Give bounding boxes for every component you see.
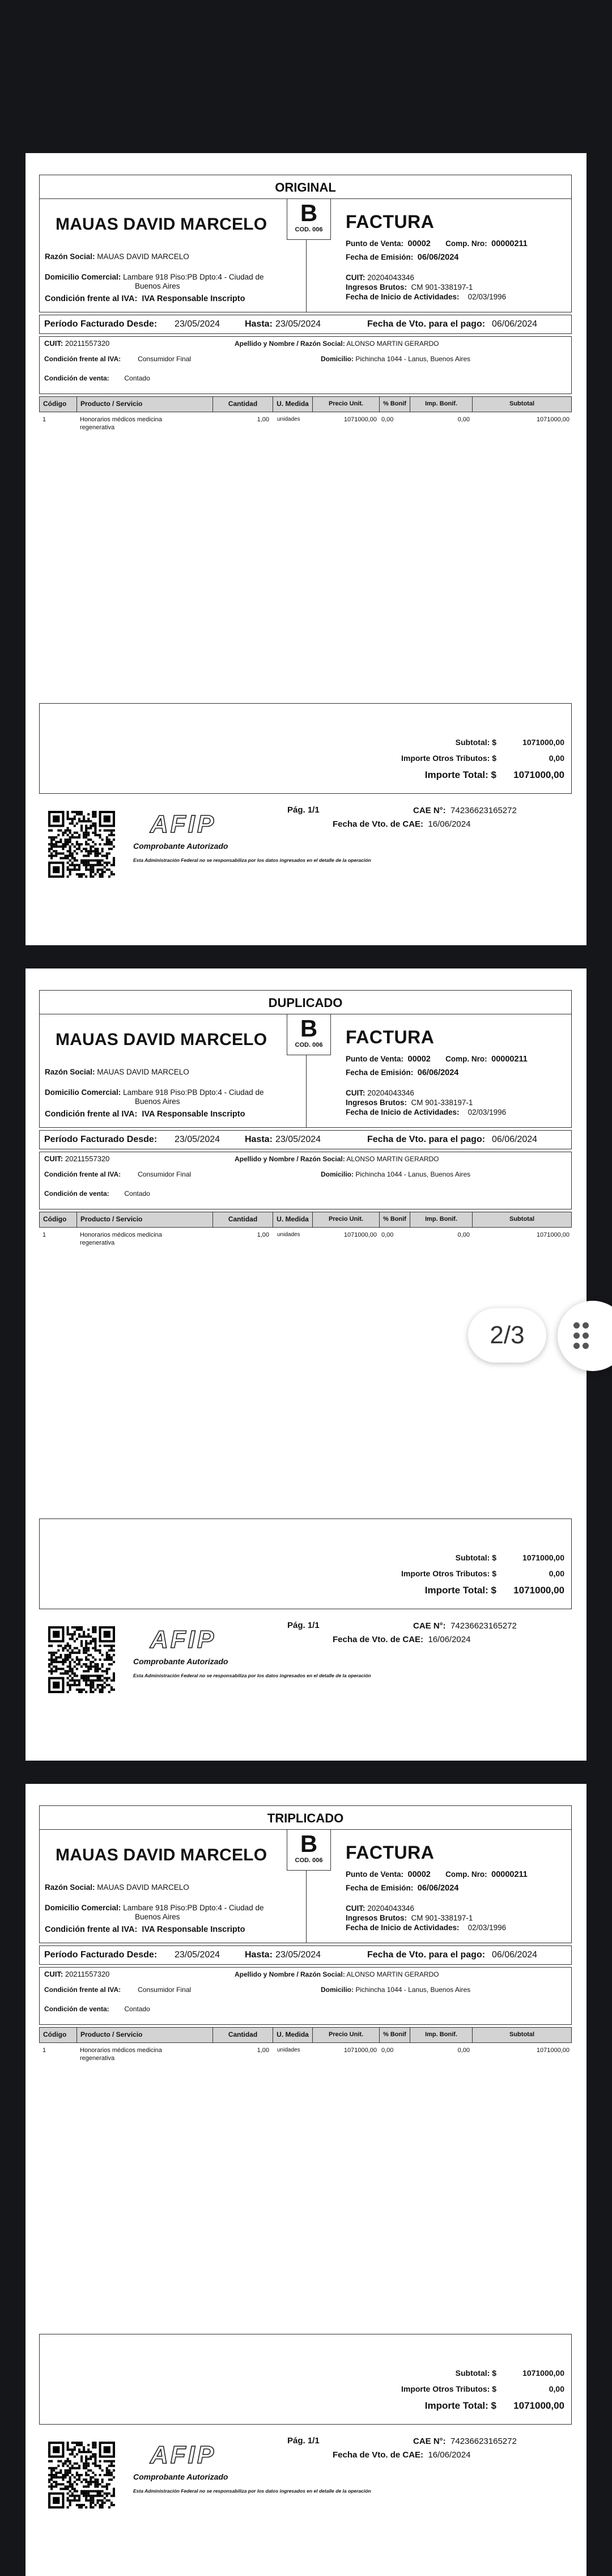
page-number: Pág. 1/1 bbox=[287, 1621, 320, 1630]
afip-logo-text: AFIP bbox=[150, 810, 216, 837]
table-row bbox=[39, 1228, 572, 1247]
subtotal-value: 1071000,00 bbox=[522, 1553, 564, 1562]
emisor-cuit bbox=[346, 1088, 414, 1098]
comp-nro-label: Comp. Nro: bbox=[445, 1055, 487, 1063]
row-producto-line1: Honorarios médicos medicina bbox=[80, 2047, 162, 2054]
col-precio: Precio Unit. bbox=[313, 2028, 380, 2042]
otros-tributos-value: 0,00 bbox=[549, 1569, 564, 1578]
cae-value: 74236623165272 bbox=[450, 2437, 517, 2446]
client-nombre-label: Apellido y Nombre / Razón Social: bbox=[235, 1970, 345, 1978]
inicio-label: Fecha de Inicio de Actividades: bbox=[346, 293, 460, 301]
company-name: MAUAS DAVID MARCELO bbox=[56, 215, 267, 234]
hasta-label: Hasta: bbox=[245, 1950, 273, 1960]
client-cuit bbox=[44, 1154, 109, 1163]
copy-label: ORIGINAL bbox=[39, 175, 572, 199]
ingresos-value: CM 901-338197-1 bbox=[411, 1098, 473, 1107]
col-producto: Producto / Servicio bbox=[77, 397, 213, 412]
invoice-letter-box bbox=[287, 1830, 331, 1871]
client-cuit-value: 20211557320 bbox=[65, 339, 110, 348]
domicilio-line1: Lambare 918 Piso:PB Dpto:4 - Ciudad de bbox=[123, 273, 264, 281]
col-cantidad: Cantidad bbox=[213, 1212, 273, 1227]
domicilio-comercial bbox=[45, 1904, 264, 1913]
client-box bbox=[39, 1152, 572, 1209]
cae-vto-label: Fecha de Vto. de CAE: bbox=[333, 819, 424, 829]
comp-nro-label: Comp. Nro: bbox=[445, 239, 487, 248]
row-precio: 1071000,00 bbox=[343, 2047, 377, 2054]
vto-pago-label: Fecha de Vto. para el pago: bbox=[367, 1950, 486, 1960]
invoice-page bbox=[26, 1784, 586, 2576]
client-nombre-label: Apellido y Nombre / Razón Social: bbox=[235, 340, 345, 348]
fecha-emision-value: 06/06/2024 bbox=[417, 1884, 459, 1893]
row-unidad: unidades bbox=[277, 2047, 300, 2053]
client-venta-value: Contado bbox=[124, 2005, 150, 2013]
razon-social-value: MAUAS DAVID MARCELO bbox=[97, 1068, 189, 1076]
invoice-page bbox=[26, 153, 586, 945]
totals-box bbox=[39, 703, 572, 794]
comp-nro-value: 00000211 bbox=[491, 1870, 528, 1879]
col-bonif: % Bonif bbox=[380, 397, 410, 412]
client-iva bbox=[44, 1986, 191, 1994]
invoice-page bbox=[26, 968, 586, 1761]
row-cantidad: 1,00 bbox=[257, 416, 269, 423]
client-iva bbox=[44, 355, 191, 363]
col-codigo: Código bbox=[40, 1212, 77, 1227]
punto-venta-label: Punto de Venta: bbox=[346, 1870, 404, 1879]
client-iva-label: Condición frente al IVA: bbox=[44, 1986, 121, 1994]
row-subtotal: 1071000,00 bbox=[536, 416, 570, 423]
domicilio-comercial bbox=[45, 273, 264, 282]
client-cuit-value: 20211557320 bbox=[65, 1970, 110, 1978]
cae-vto-value: 16/06/2024 bbox=[428, 819, 471, 829]
punto-venta bbox=[346, 1054, 528, 1064]
domicilio-label: Domicilio Comercial: bbox=[45, 1904, 121, 1912]
fecha-emision bbox=[346, 252, 458, 263]
otros-tributos-label: Importe Otros Tributos: $ bbox=[401, 1569, 496, 1578]
invoice bbox=[39, 175, 572, 863]
periodo-desde-value: 23/05/2024 bbox=[175, 1950, 220, 1960]
table-row bbox=[39, 2043, 572, 2062]
totals-box bbox=[39, 2334, 572, 2425]
otros-tributos-label: Importe Otros Tributos: $ bbox=[401, 754, 496, 763]
fecha-emision-label: Fecha de Emisión: bbox=[346, 1068, 414, 1077]
client-venta-value: Contado bbox=[124, 374, 150, 382]
row-producto-line1: Honorarios médicos medicina bbox=[80, 1232, 162, 1238]
row-cantidad: 1,00 bbox=[257, 2047, 269, 2054]
periodo-desde-value: 23/05/2024 bbox=[175, 1135, 220, 1144]
condicion-iva bbox=[45, 294, 245, 303]
col-unidad: U. Medida bbox=[273, 2028, 313, 2042]
client-cuit bbox=[44, 339, 109, 348]
razon-social bbox=[45, 1883, 189, 1892]
client-nombre-value: ALONSO MARTIN GERARDO bbox=[346, 1970, 439, 1978]
col-unidad: U. Medida bbox=[273, 1212, 313, 1227]
periodo-facturado bbox=[39, 1945, 572, 1965]
vto-pago-value: 06/06/2024 bbox=[492, 319, 538, 329]
client-nombre-value: ALONSO MARTIN GERARDO bbox=[346, 1155, 439, 1163]
cae-info bbox=[333, 804, 517, 831]
cond-iva-value: IVA Responsable Inscripto bbox=[142, 1925, 245, 1934]
afip-logo bbox=[148, 2440, 233, 2468]
ingresos-label: Ingresos Brutos: bbox=[346, 283, 407, 291]
cond-iva-label: Condición frente al IVA: bbox=[45, 1110, 138, 1119]
invoice-letter-box bbox=[287, 1014, 331, 1055]
invoice bbox=[39, 1805, 572, 2494]
afip-logo bbox=[148, 810, 233, 837]
client-iva-label: Condición frente al IVA: bbox=[44, 355, 121, 363]
col-subtotal: Subtotal bbox=[509, 1216, 534, 1223]
row-producto bbox=[80, 416, 210, 432]
page-indicator[interactable]: 2/3 bbox=[468, 1308, 546, 1363]
domicilio-line2: Buenos Aires bbox=[135, 282, 180, 290]
client-venta bbox=[44, 1190, 150, 1198]
client-cuit-label: CUIT: bbox=[44, 1970, 63, 1978]
cond-iva-value: IVA Responsable Inscripto bbox=[142, 294, 245, 303]
cae-vto-label: Fecha de Vto. de CAE: bbox=[333, 1635, 424, 1644]
items-table-header bbox=[39, 396, 572, 412]
domicilio-line2: Buenos Aires bbox=[135, 1097, 180, 1106]
comprobante-autorizado: Comprobante Autorizado bbox=[133, 2472, 228, 2481]
col-unidad: U. Medida bbox=[273, 397, 313, 412]
emisor-cuit bbox=[346, 273, 414, 282]
razon-social-value: MAUAS DAVID MARCELO bbox=[97, 1883, 189, 1892]
ingresos-brutos bbox=[346, 282, 473, 292]
row-subtotal: 1071000,00 bbox=[536, 1232, 570, 1238]
periodo-desde-label: Período Facturado Desde: bbox=[44, 319, 158, 329]
total-value: 1071000,00 bbox=[513, 2400, 564, 2411]
cae-vto-label: Fecha de Vto. de CAE: bbox=[333, 2450, 424, 2460]
col-producto: Producto / Servicio bbox=[77, 1212, 213, 1227]
table-row bbox=[39, 412, 572, 432]
invoice-letter: B bbox=[300, 1830, 318, 1857]
inicio-value: 02/03/1996 bbox=[468, 1108, 507, 1116]
client-domicilio-value: Pichincha 1044 - Lanus, Buenos Aires bbox=[355, 1986, 471, 1994]
punto-venta-value: 00002 bbox=[407, 1055, 431, 1064]
client-iva-label: Condición frente al IVA: bbox=[44, 1170, 121, 1178]
domicilio-comercial bbox=[45, 1088, 264, 1097]
fecha-emision-label: Fecha de Emisión: bbox=[346, 1884, 414, 1892]
invoice-letter: B bbox=[300, 1015, 318, 1042]
client-nombre-value: ALONSO MARTIN GERARDO bbox=[346, 340, 439, 348]
emisor-cuit-value: 20204043346 bbox=[367, 1089, 414, 1097]
client-iva-value: Consumidor Final bbox=[138, 1986, 192, 1994]
client-iva-value: Consumidor Final bbox=[138, 1170, 192, 1178]
domicilio-line2: Buenos Aires bbox=[135, 1913, 180, 1921]
row-imp-bonif: 0,00 bbox=[457, 2047, 470, 2054]
invoice bbox=[39, 990, 572, 1678]
emisor-cuit bbox=[346, 1904, 414, 1913]
qr-code-icon bbox=[48, 811, 115, 878]
client-domicilio-label: Domicilio: bbox=[321, 1170, 354, 1178]
inicio-value: 02/03/1996 bbox=[468, 1923, 507, 1932]
qr-code-icon bbox=[48, 2442, 115, 2509]
client-cuit-value: 20211557320 bbox=[65, 1154, 110, 1163]
punto-venta bbox=[346, 1869, 528, 1880]
row-unidad: unidades bbox=[277, 416, 300, 422]
inicio-actividades bbox=[346, 292, 506, 302]
client-venta-value: Contado bbox=[124, 1190, 150, 1198]
qr-code-icon bbox=[48, 1626, 115, 1693]
invoice-header bbox=[39, 1830, 572, 1943]
client-box bbox=[39, 336, 572, 394]
periodo-facturado bbox=[39, 1130, 572, 1149]
otros-tributos-value: 0,00 bbox=[549, 2384, 564, 2393]
inicio-actividades bbox=[346, 1107, 506, 1117]
inicio-label: Fecha de Inicio de Actividades: bbox=[346, 1108, 460, 1116]
emisor-cuit-value: 20204043346 bbox=[367, 1904, 414, 1913]
client-domicilio-value: Pichincha 1044 - Lanus, Buenos Aires bbox=[355, 1170, 471, 1178]
client-nombre bbox=[235, 1970, 439, 1978]
company-name: MAUAS DAVID MARCELO bbox=[56, 1030, 267, 1049]
col-imp-bonif: Imp. Bonif. bbox=[410, 2028, 473, 2042]
hasta-value: 23/05/2024 bbox=[275, 319, 321, 329]
afip-logo bbox=[148, 1625, 233, 1652]
invoice-footer bbox=[39, 1615, 572, 1700]
client-venta bbox=[44, 374, 150, 382]
client-nombre-label: Apellido y Nombre / Razón Social: bbox=[235, 1155, 345, 1163]
cae-label: CAE N°: bbox=[413, 2437, 446, 2446]
invoice-letter-box bbox=[287, 199, 331, 240]
col-subtotal: Subtotal bbox=[509, 2031, 534, 2038]
domicilio-label: Domicilio Comercial: bbox=[45, 1088, 121, 1097]
col-producto: Producto / Servicio bbox=[77, 2028, 213, 2042]
client-iva-value: Consumidor Final bbox=[138, 355, 192, 363]
col-subtotal: Subtotal bbox=[509, 400, 534, 407]
disclaimer: Esta Administración Federal no se responsabiliza por los datos ingresados en el detalle de la operación bbox=[133, 1673, 371, 1678]
ingresos-label: Ingresos Brutos: bbox=[346, 1098, 407, 1107]
col-codigo: Código bbox=[40, 2028, 77, 2042]
invoice-letter: B bbox=[300, 200, 318, 226]
inicio-label: Fecha de Inicio de Actividades: bbox=[346, 1923, 460, 1932]
col-cantidad: Cantidad bbox=[213, 2028, 273, 2042]
hasta-label: Hasta: bbox=[245, 319, 273, 329]
subtotal-value: 1071000,00 bbox=[522, 738, 564, 747]
hasta-value: 23/05/2024 bbox=[275, 1135, 321, 1144]
cae-label: CAE N°: bbox=[413, 1621, 446, 1631]
fecha-emision-label: Fecha de Emisión: bbox=[346, 253, 414, 261]
col-codigo: Código bbox=[40, 397, 77, 412]
periodo-facturado bbox=[39, 315, 572, 334]
client-box bbox=[39, 1967, 572, 2025]
row-codigo: 1 bbox=[42, 416, 46, 423]
total-value: 1071000,00 bbox=[513, 1585, 564, 1596]
invoice-footer bbox=[39, 800, 572, 885]
client-iva bbox=[44, 1170, 191, 1178]
cae-info bbox=[333, 2435, 517, 2462]
total-label: Importe Total: $ bbox=[424, 769, 496, 780]
fecha-emision-value: 06/06/2024 bbox=[417, 253, 459, 262]
periodo-desde-value: 23/05/2024 bbox=[175, 319, 220, 329]
domicilio-label: Domicilio Comercial: bbox=[45, 273, 121, 281]
row-producto-line2: regenerativa bbox=[80, 2055, 115, 2062]
col-cantidad: Cantidad bbox=[213, 397, 273, 412]
row-bonif: 0,00 bbox=[381, 1232, 394, 1238]
row-producto bbox=[80, 1231, 210, 1247]
afip-logo-text: AFIP bbox=[150, 2441, 216, 2468]
col-bonif: % Bonif bbox=[380, 2028, 410, 2042]
invoice-code: COD. 006 bbox=[295, 226, 323, 233]
razon-social-value: MAUAS DAVID MARCELO bbox=[97, 252, 189, 261]
punto-venta-value: 00002 bbox=[407, 1870, 431, 1879]
cae-value: 74236623165272 bbox=[450, 806, 517, 815]
client-domicilio-label: Domicilio: bbox=[321, 1986, 354, 1994]
condicion-iva bbox=[45, 1925, 245, 1934]
cae-info bbox=[333, 1619, 517, 1647]
row-producto bbox=[80, 2046, 210, 2062]
row-precio: 1071000,00 bbox=[343, 1232, 377, 1238]
subtotal-value: 1071000,00 bbox=[522, 2368, 564, 2378]
punto-venta-label: Punto de Venta: bbox=[346, 1055, 404, 1063]
periodo-desde-label: Período Facturado Desde: bbox=[44, 1950, 158, 1960]
condicion-iva bbox=[45, 1110, 245, 1119]
razon-social bbox=[45, 1068, 189, 1077]
col-bonif: % Bonif bbox=[380, 1212, 410, 1227]
total-label: Importe Total: $ bbox=[424, 2400, 496, 2411]
cond-iva-value: IVA Responsable Inscripto bbox=[142, 1110, 245, 1119]
periodo-desde-label: Período Facturado Desde: bbox=[44, 1135, 158, 1144]
domicilio-line1: Lambare 918 Piso:PB Dpto:4 - Ciudad de bbox=[123, 1088, 264, 1097]
client-cuit bbox=[44, 1970, 109, 1978]
cae-value: 74236623165272 bbox=[450, 1621, 517, 1631]
comprobante-autorizado: Comprobante Autorizado bbox=[133, 841, 228, 851]
col-precio: Precio Unit. bbox=[313, 397, 380, 412]
client-nombre bbox=[235, 340, 439, 348]
client-domicilio bbox=[321, 355, 470, 363]
document-type: FACTURA bbox=[346, 212, 435, 232]
client-domicilio bbox=[321, 1170, 470, 1178]
page-number: Pág. 1/1 bbox=[287, 2436, 320, 2446]
invoice-code: COD. 006 bbox=[295, 1042, 323, 1048]
row-cantidad: 1,00 bbox=[257, 1232, 269, 1238]
ingresos-value: CM 901-338197-1 bbox=[411, 1914, 473, 1922]
client-venta bbox=[44, 2005, 150, 2013]
punto-venta bbox=[346, 239, 528, 249]
comp-nro-label: Comp. Nro: bbox=[445, 1870, 487, 1879]
totals-box bbox=[39, 1518, 572, 1609]
disclaimer: Esta Administración Federal no se responsabiliza por los datos ingresados en el detalle de la operación bbox=[133, 857, 371, 863]
client-nombre bbox=[235, 1155, 439, 1163]
punto-venta-label: Punto de Venta: bbox=[346, 239, 404, 248]
row-subtotal: 1071000,00 bbox=[536, 2047, 570, 2054]
cond-iva-label: Condición frente al IVA: bbox=[45, 1925, 138, 1934]
invoice-header bbox=[39, 1014, 572, 1128]
client-domicilio bbox=[321, 1986, 470, 1994]
fecha-emision-value: 06/06/2024 bbox=[417, 1068, 459, 1077]
ingresos-value: CM 901-338197-1 bbox=[411, 283, 473, 291]
inicio-actividades bbox=[346, 1923, 506, 1932]
row-codigo: 1 bbox=[42, 2047, 46, 2054]
hasta-value: 23/05/2024 bbox=[275, 1950, 321, 1960]
emisor-cuit-label: CUIT: bbox=[346, 273, 366, 282]
vto-pago-value: 06/06/2024 bbox=[492, 1950, 538, 1960]
row-imp-bonif: 0,00 bbox=[457, 1232, 470, 1238]
items-table-header bbox=[39, 2027, 572, 2043]
col-imp-bonif: Imp. Bonif. bbox=[410, 1212, 473, 1227]
client-domicilio-label: Domicilio: bbox=[321, 355, 354, 363]
client-cuit-label: CUIT: bbox=[44, 1154, 63, 1163]
razon-social-label: Razón Social: bbox=[45, 252, 95, 261]
vto-pago-value: 06/06/2024 bbox=[492, 1135, 538, 1144]
client-venta-label: Condición de venta: bbox=[44, 1190, 109, 1198]
subtotal-label: Subtotal: $ bbox=[455, 1553, 496, 1562]
page-number: Pág. 1/1 bbox=[287, 805, 320, 815]
comprobante-autorizado: Comprobante Autorizado bbox=[133, 1657, 228, 1666]
otros-tributos-label: Importe Otros Tributos: $ bbox=[401, 2384, 496, 2393]
col-imp-bonif: Imp. Bonif. bbox=[410, 397, 473, 412]
inicio-value: 02/03/1996 bbox=[468, 293, 507, 301]
items-table-header bbox=[39, 1212, 572, 1228]
row-producto-line1: Honorarios médicos medicina bbox=[80, 416, 162, 423]
client-venta-label: Condición de venta: bbox=[44, 374, 109, 382]
fecha-emision bbox=[346, 1068, 458, 1078]
document-type: FACTURA bbox=[346, 1842, 435, 1863]
cond-iva-label: Condición frente al IVA: bbox=[45, 294, 138, 303]
ingresos-brutos bbox=[346, 1098, 473, 1107]
copy-label: TRIPLICADO bbox=[39, 1805, 572, 1830]
hasta-label: Hasta: bbox=[245, 1135, 273, 1144]
ingresos-brutos bbox=[346, 1913, 473, 1923]
total-value: 1071000,00 bbox=[513, 769, 564, 780]
row-bonif: 0,00 bbox=[381, 416, 394, 423]
client-cuit-label: CUIT: bbox=[44, 339, 63, 348]
cae-vto-value: 16/06/2024 bbox=[428, 2450, 471, 2460]
row-unidad: unidades bbox=[277, 1232, 300, 1238]
otros-tributos-value: 0,00 bbox=[549, 754, 564, 763]
cae-vto-value: 16/06/2024 bbox=[428, 1635, 471, 1644]
invoice-header bbox=[39, 199, 572, 312]
ingresos-label: Ingresos Brutos: bbox=[346, 1914, 407, 1922]
fecha-emision bbox=[346, 1883, 458, 1893]
emisor-cuit-label: CUIT: bbox=[346, 1089, 366, 1097]
comp-nro-value: 00000211 bbox=[491, 239, 528, 248]
col-precio: Precio Unit. bbox=[313, 1212, 380, 1227]
razon-social-label: Razón Social: bbox=[45, 1883, 95, 1892]
subtotal-label: Subtotal: $ bbox=[455, 2368, 496, 2378]
razon-social-label: Razón Social: bbox=[45, 1068, 95, 1076]
emisor-cuit-label: CUIT: bbox=[346, 1904, 366, 1913]
row-bonif: 0,00 bbox=[381, 2047, 394, 2054]
company-name: MAUAS DAVID MARCELO bbox=[56, 1846, 267, 1864]
row-producto-line2: regenerativa bbox=[80, 1240, 115, 1246]
punto-venta-value: 00002 bbox=[407, 239, 431, 248]
cae-label: CAE N°: bbox=[413, 806, 446, 815]
vto-pago-label: Fecha de Vto. para el pago: bbox=[367, 1135, 486, 1144]
domicilio-line1: Lambare 918 Piso:PB Dpto:4 - Ciudad de bbox=[123, 1904, 264, 1912]
afip-logo-text: AFIP bbox=[150, 1626, 216, 1652]
total-label: Importe Total: $ bbox=[424, 1585, 496, 1596]
row-imp-bonif: 0,00 bbox=[457, 416, 470, 423]
vto-pago-label: Fecha de Vto. para el pago: bbox=[367, 319, 486, 329]
copy-label: DUPLICADO bbox=[39, 990, 572, 1014]
row-codigo: 1 bbox=[42, 1232, 46, 1238]
document-type: FACTURA bbox=[346, 1027, 435, 1047]
invoice-footer bbox=[39, 2430, 572, 2515]
razon-social bbox=[45, 252, 189, 261]
client-domicilio-value: Pichincha 1044 - Lanus, Buenos Aires bbox=[355, 355, 471, 363]
emisor-cuit-value: 20204043346 bbox=[367, 273, 414, 282]
row-producto-line2: regenerativa bbox=[80, 424, 115, 431]
invoice-code: COD. 006 bbox=[295, 1857, 323, 1864]
subtotal-label: Subtotal: $ bbox=[455, 738, 496, 747]
client-venta-label: Condición de venta: bbox=[44, 2005, 109, 2013]
disclaimer: Esta Administración Federal no se responsabiliza por los datos ingresados en el detalle de la operación bbox=[133, 2488, 371, 2494]
row-precio: 1071000,00 bbox=[343, 416, 377, 423]
comp-nro-value: 00000211 bbox=[491, 1055, 528, 1064]
